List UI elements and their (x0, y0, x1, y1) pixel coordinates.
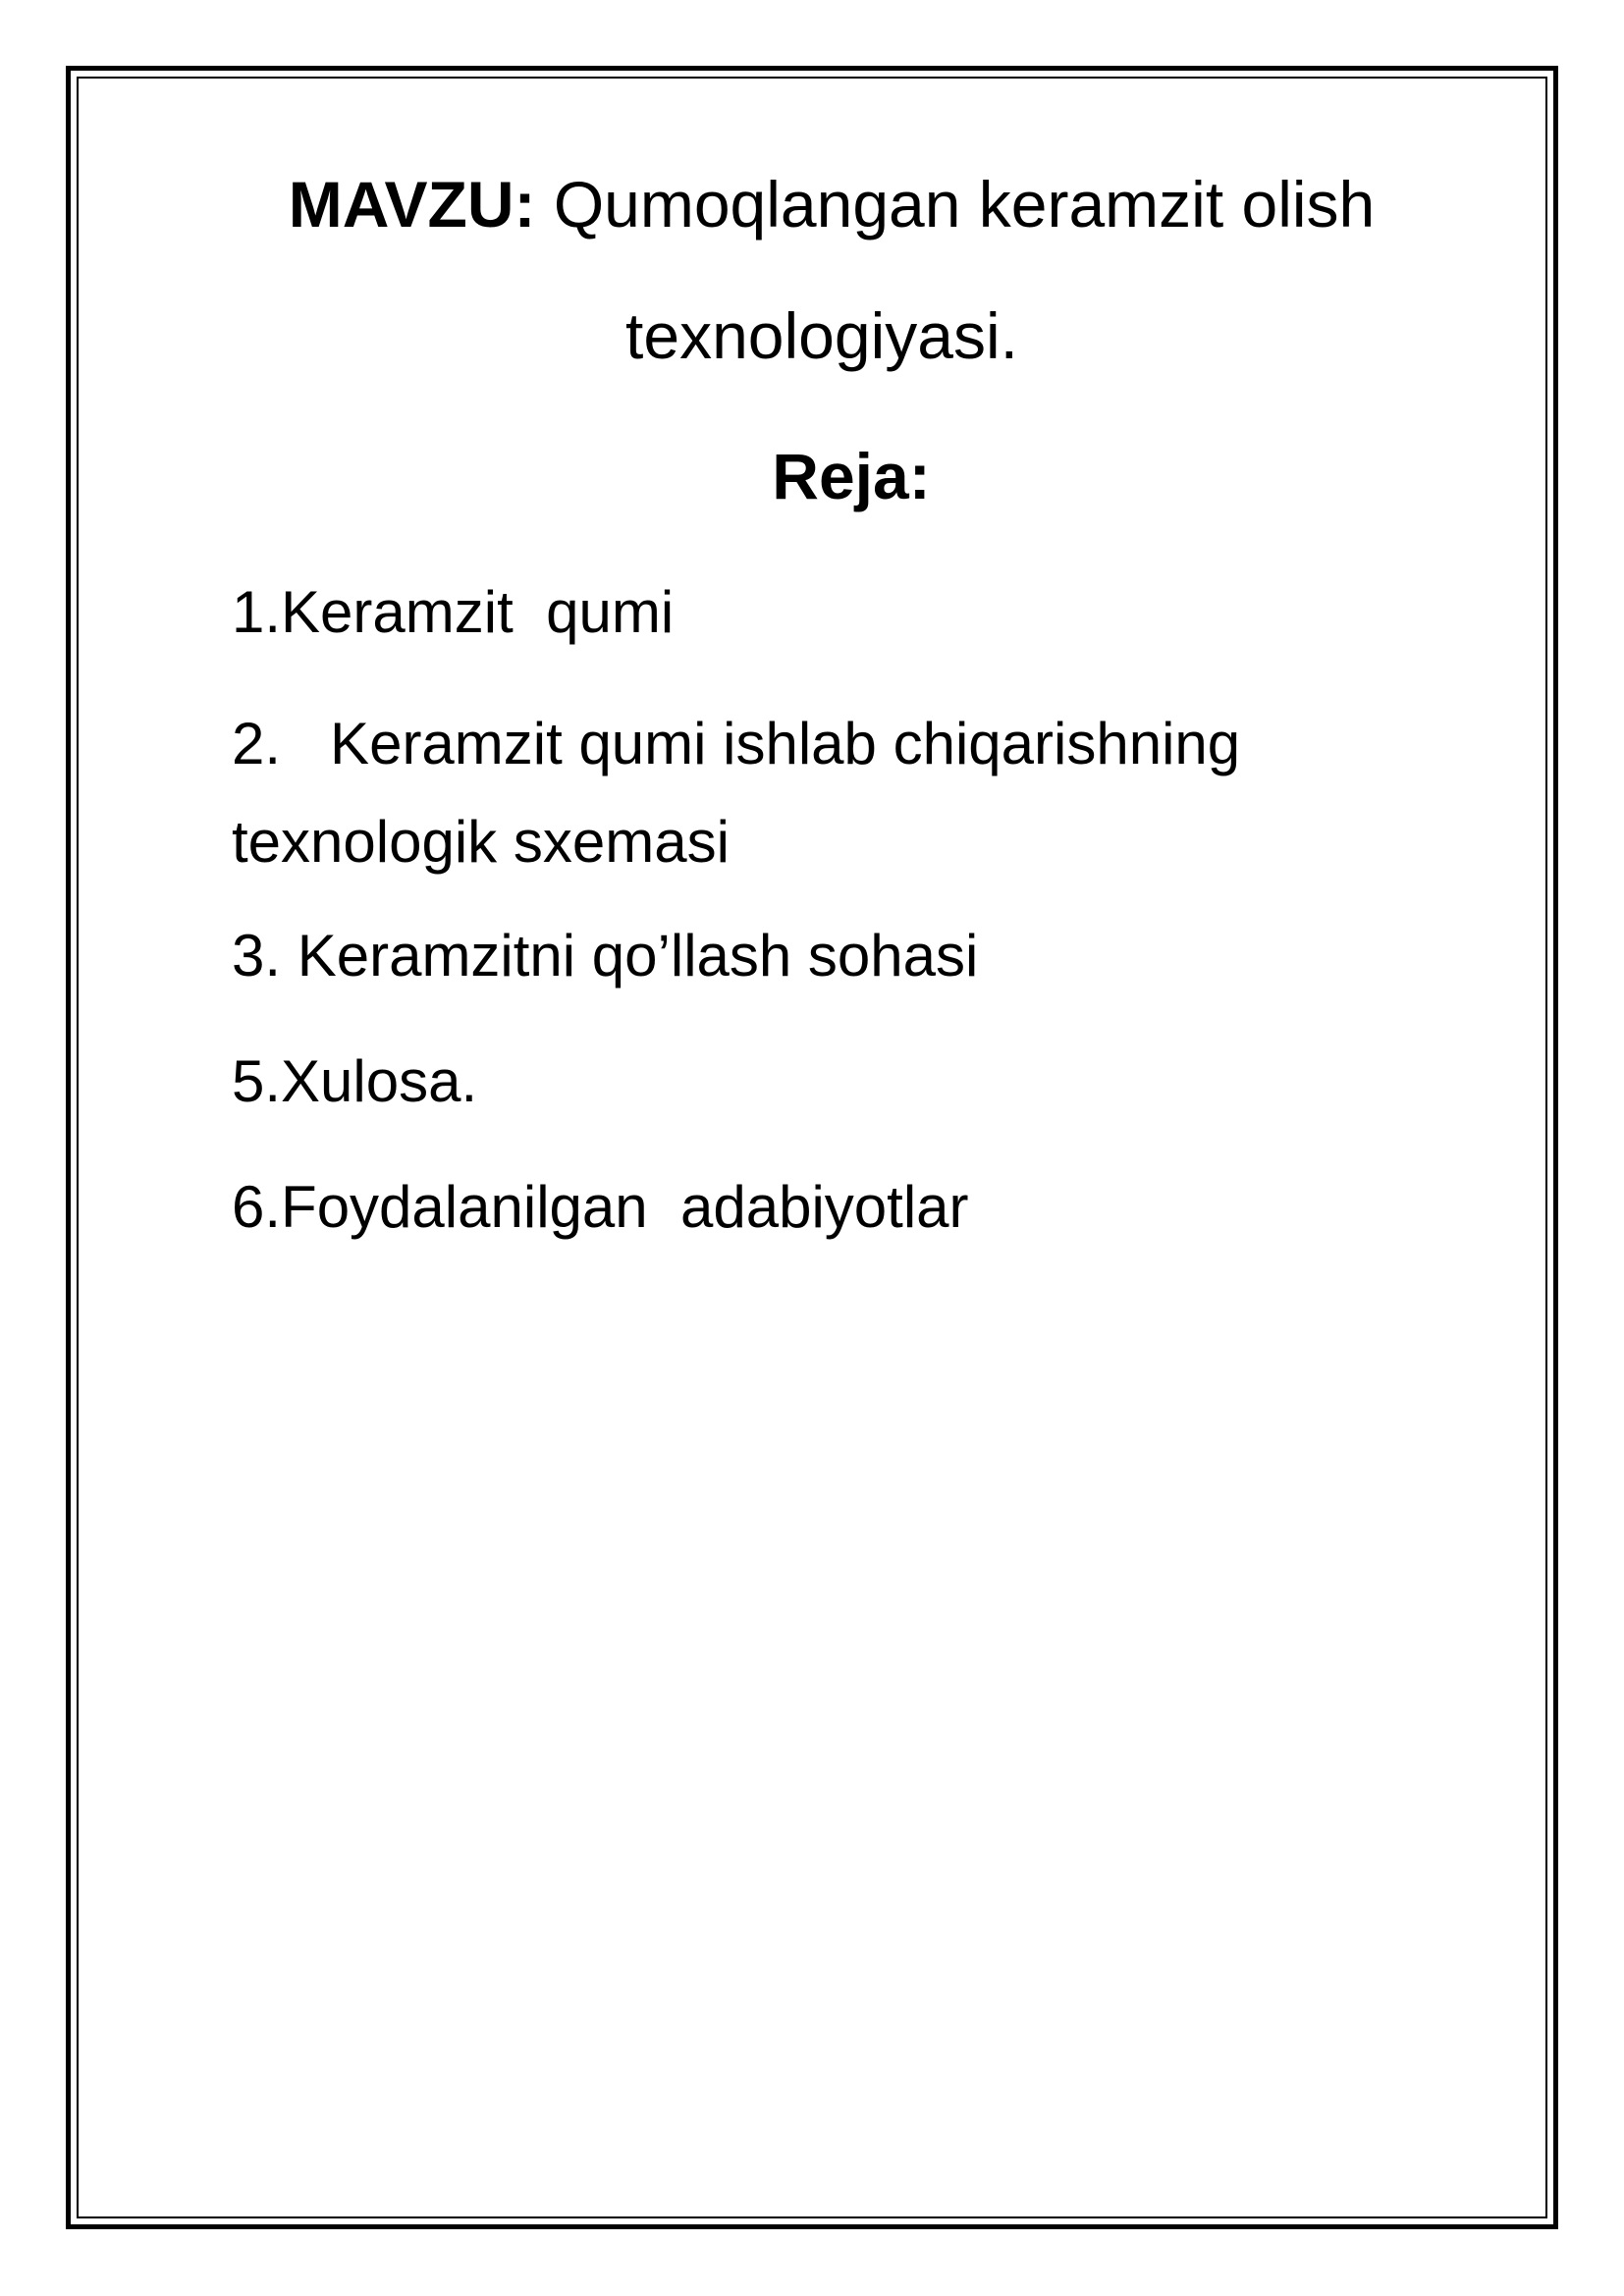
plan-heading: Reja: (772, 440, 931, 512)
title-text: Qumoqlangan keramzit olish (535, 168, 1376, 240)
document-title-line-1 (147, 165, 1477, 243)
plan-item: 6.Foydalanilgan adabiyotlar (232, 1174, 969, 1240)
title-prefix: MAVZU: (288, 168, 536, 240)
plan-item: 5.Xulosa. (232, 1048, 478, 1114)
plan-item: 1.Keramzit qumi (232, 579, 675, 645)
document-title-line-2: texnologiyasi. (625, 299, 1018, 372)
plan-item: 3. Keramzitni qo’llash sohasi (232, 923, 979, 988)
plan-item: 2. Keramzit qumi ishlab chiqarishning texnologik sxemasi (232, 711, 1257, 875)
